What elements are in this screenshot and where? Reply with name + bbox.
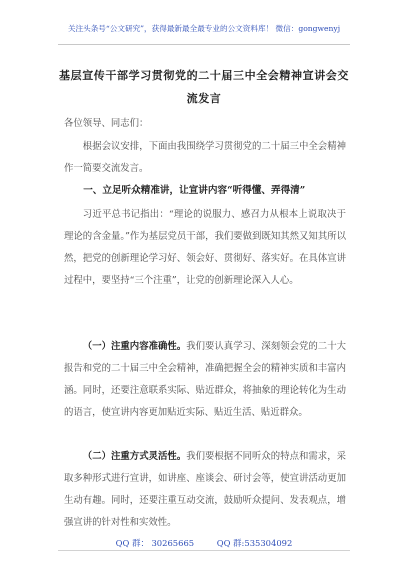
document-title-continued: 流发言 [186,92,222,105]
section-1-heading: 一、立足听众精准讲，让宣讲内容“听得懂、弄得清” [83,185,306,196]
subsection-1-paragraph [64,336,346,424]
intro-paragraph: 根据会议安排，下面由我围绕学习贯彻党的二十届三中全会精神作一简要交流发言。 [64,141,346,174]
footer [0,537,408,549]
subsection-1-text: 我们要认真学习、深刻领会党的二十大报告和党的二十届三中全会精神，准确把握全会的精神实质和丰富内涵。同时，还要注意联系实际、贴近群众，将抽象的理论转化为生动的语言，使宣讲内容更加贴近实际、贴近生活、贴近群众。 [64,341,346,418]
subsection-1-heading: （一）注重内容准确性。 [82,341,187,352]
header-note: 关注头条号“公文研究”，获得最新最全最专业的公文资料库！ 微信：gongwenyj [67,24,341,33]
footer-qq-group-1: QQ 群： 30265665 [115,538,195,548]
subsection-2-text: 我们要根据不同听众的特点和需求，采取多种形式进行宣讲，如讲座、座谈会、研讨会等，使宣讲活动更加生动有趣。同时，还要注重互动交流，鼓励听众提问、发表观点，增强宣讲的针对性和实效性。 [64,451,346,528]
document-title: 基层宣传干部学习贯彻党的二十届三中全会精神宣讲会交 [59,69,349,82]
greeting: 各位领导、同志们： [64,118,149,129]
header-divider [58,44,350,45]
footer-divider [58,550,350,551]
section-1-paragraph: 习近平总书记指出：“理论的说服力、感召力从根本上说取决于理论的含金量。”作为基层党员干部，我们要做到既知其然又知其所以然，把党的创新理论学习好、领会好、贯彻好、落实好。在具体宣讲过程中，要坚持“三个注重”，让党的创新理论深入人心。 [64,209,346,286]
footer-qq-group-2: QQ 群:535304092 [216,538,293,548]
subsection-2-paragraph [64,446,346,534]
subsection-2-heading: （二）注重方式灵活性。 [82,451,187,462]
